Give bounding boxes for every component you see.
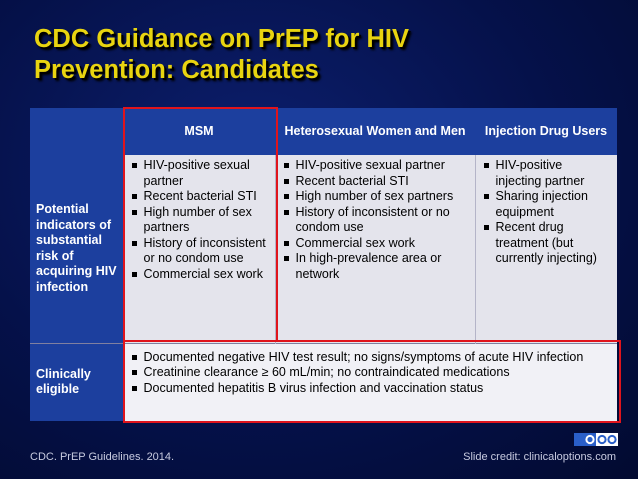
cell-eligible bbox=[123, 343, 617, 421]
header-msm: MSM bbox=[123, 108, 275, 155]
idu-risk-list bbox=[484, 158, 612, 267]
list-item: In high-prevalence area or network bbox=[284, 251, 469, 282]
list-item: Documented hepatitis B virus infection and vaccination status bbox=[132, 381, 612, 397]
heterosexual-risk-list bbox=[284, 158, 469, 282]
cell-idu bbox=[475, 155, 617, 343]
cell-heterosexual bbox=[275, 155, 475, 343]
list-item: HIV-positive injecting partner bbox=[484, 158, 612, 189]
list-item: Recent bacterial STI bbox=[132, 189, 269, 205]
title-line-2: Prevention: Candidates bbox=[34, 56, 319, 84]
row-label-eligible: Clinically eligible bbox=[30, 343, 123, 421]
header-heterosexual: Heterosexual Women and Men bbox=[275, 108, 475, 155]
list-item: HIV-positive sexual partner bbox=[284, 158, 469, 174]
cell-msm bbox=[123, 155, 275, 343]
list-item: Creatinine clearance ≥ 60 mL/min; no contraindicated medications bbox=[132, 365, 612, 381]
clinical-care-options-logo-icon bbox=[574, 433, 618, 446]
list-item: Commercial sex work bbox=[132, 267, 269, 283]
source-citation: CDC. PrEP Guidelines. 2014. bbox=[30, 451, 175, 463]
slide-credit: Slide credit: clinicaloptions.com bbox=[463, 451, 616, 463]
row-label-risk: Potential indicators of substantial risk of acquiring HIV infection bbox=[30, 155, 123, 343]
list-item: History of inconsistent or no condom use bbox=[284, 205, 469, 236]
table-row-clinically-eligible bbox=[30, 343, 617, 421]
list-item: Recent bacterial STI bbox=[284, 174, 469, 190]
slide-title bbox=[34, 24, 594, 86]
table-row-risk-indicators bbox=[30, 155, 617, 343]
msm-risk-list bbox=[132, 158, 269, 282]
table-header-row bbox=[30, 108, 617, 155]
header-idu: Injection Drug Users bbox=[475, 108, 617, 155]
list-item: Recent drug treatment (but currently injecting) bbox=[484, 220, 612, 267]
prep-candidates-table bbox=[30, 108, 617, 421]
list-item: HIV-positive sexual partner bbox=[132, 158, 269, 189]
list-item: Sharing injection equipment bbox=[484, 189, 612, 220]
list-item: High number of sex partners bbox=[132, 205, 269, 236]
header-blank bbox=[30, 108, 123, 155]
list-item: History of inconsistent or no condom use bbox=[132, 236, 269, 267]
list-item: Commercial sex work bbox=[284, 236, 469, 252]
title-line-1: CDC Guidance on PrEP for HIV bbox=[34, 25, 410, 53]
eligibility-list bbox=[132, 350, 612, 397]
list-item: Documented negative HIV test result; no signs/symptoms of acute HIV infection bbox=[132, 350, 612, 366]
list-item: High number of sex partners bbox=[284, 189, 469, 205]
